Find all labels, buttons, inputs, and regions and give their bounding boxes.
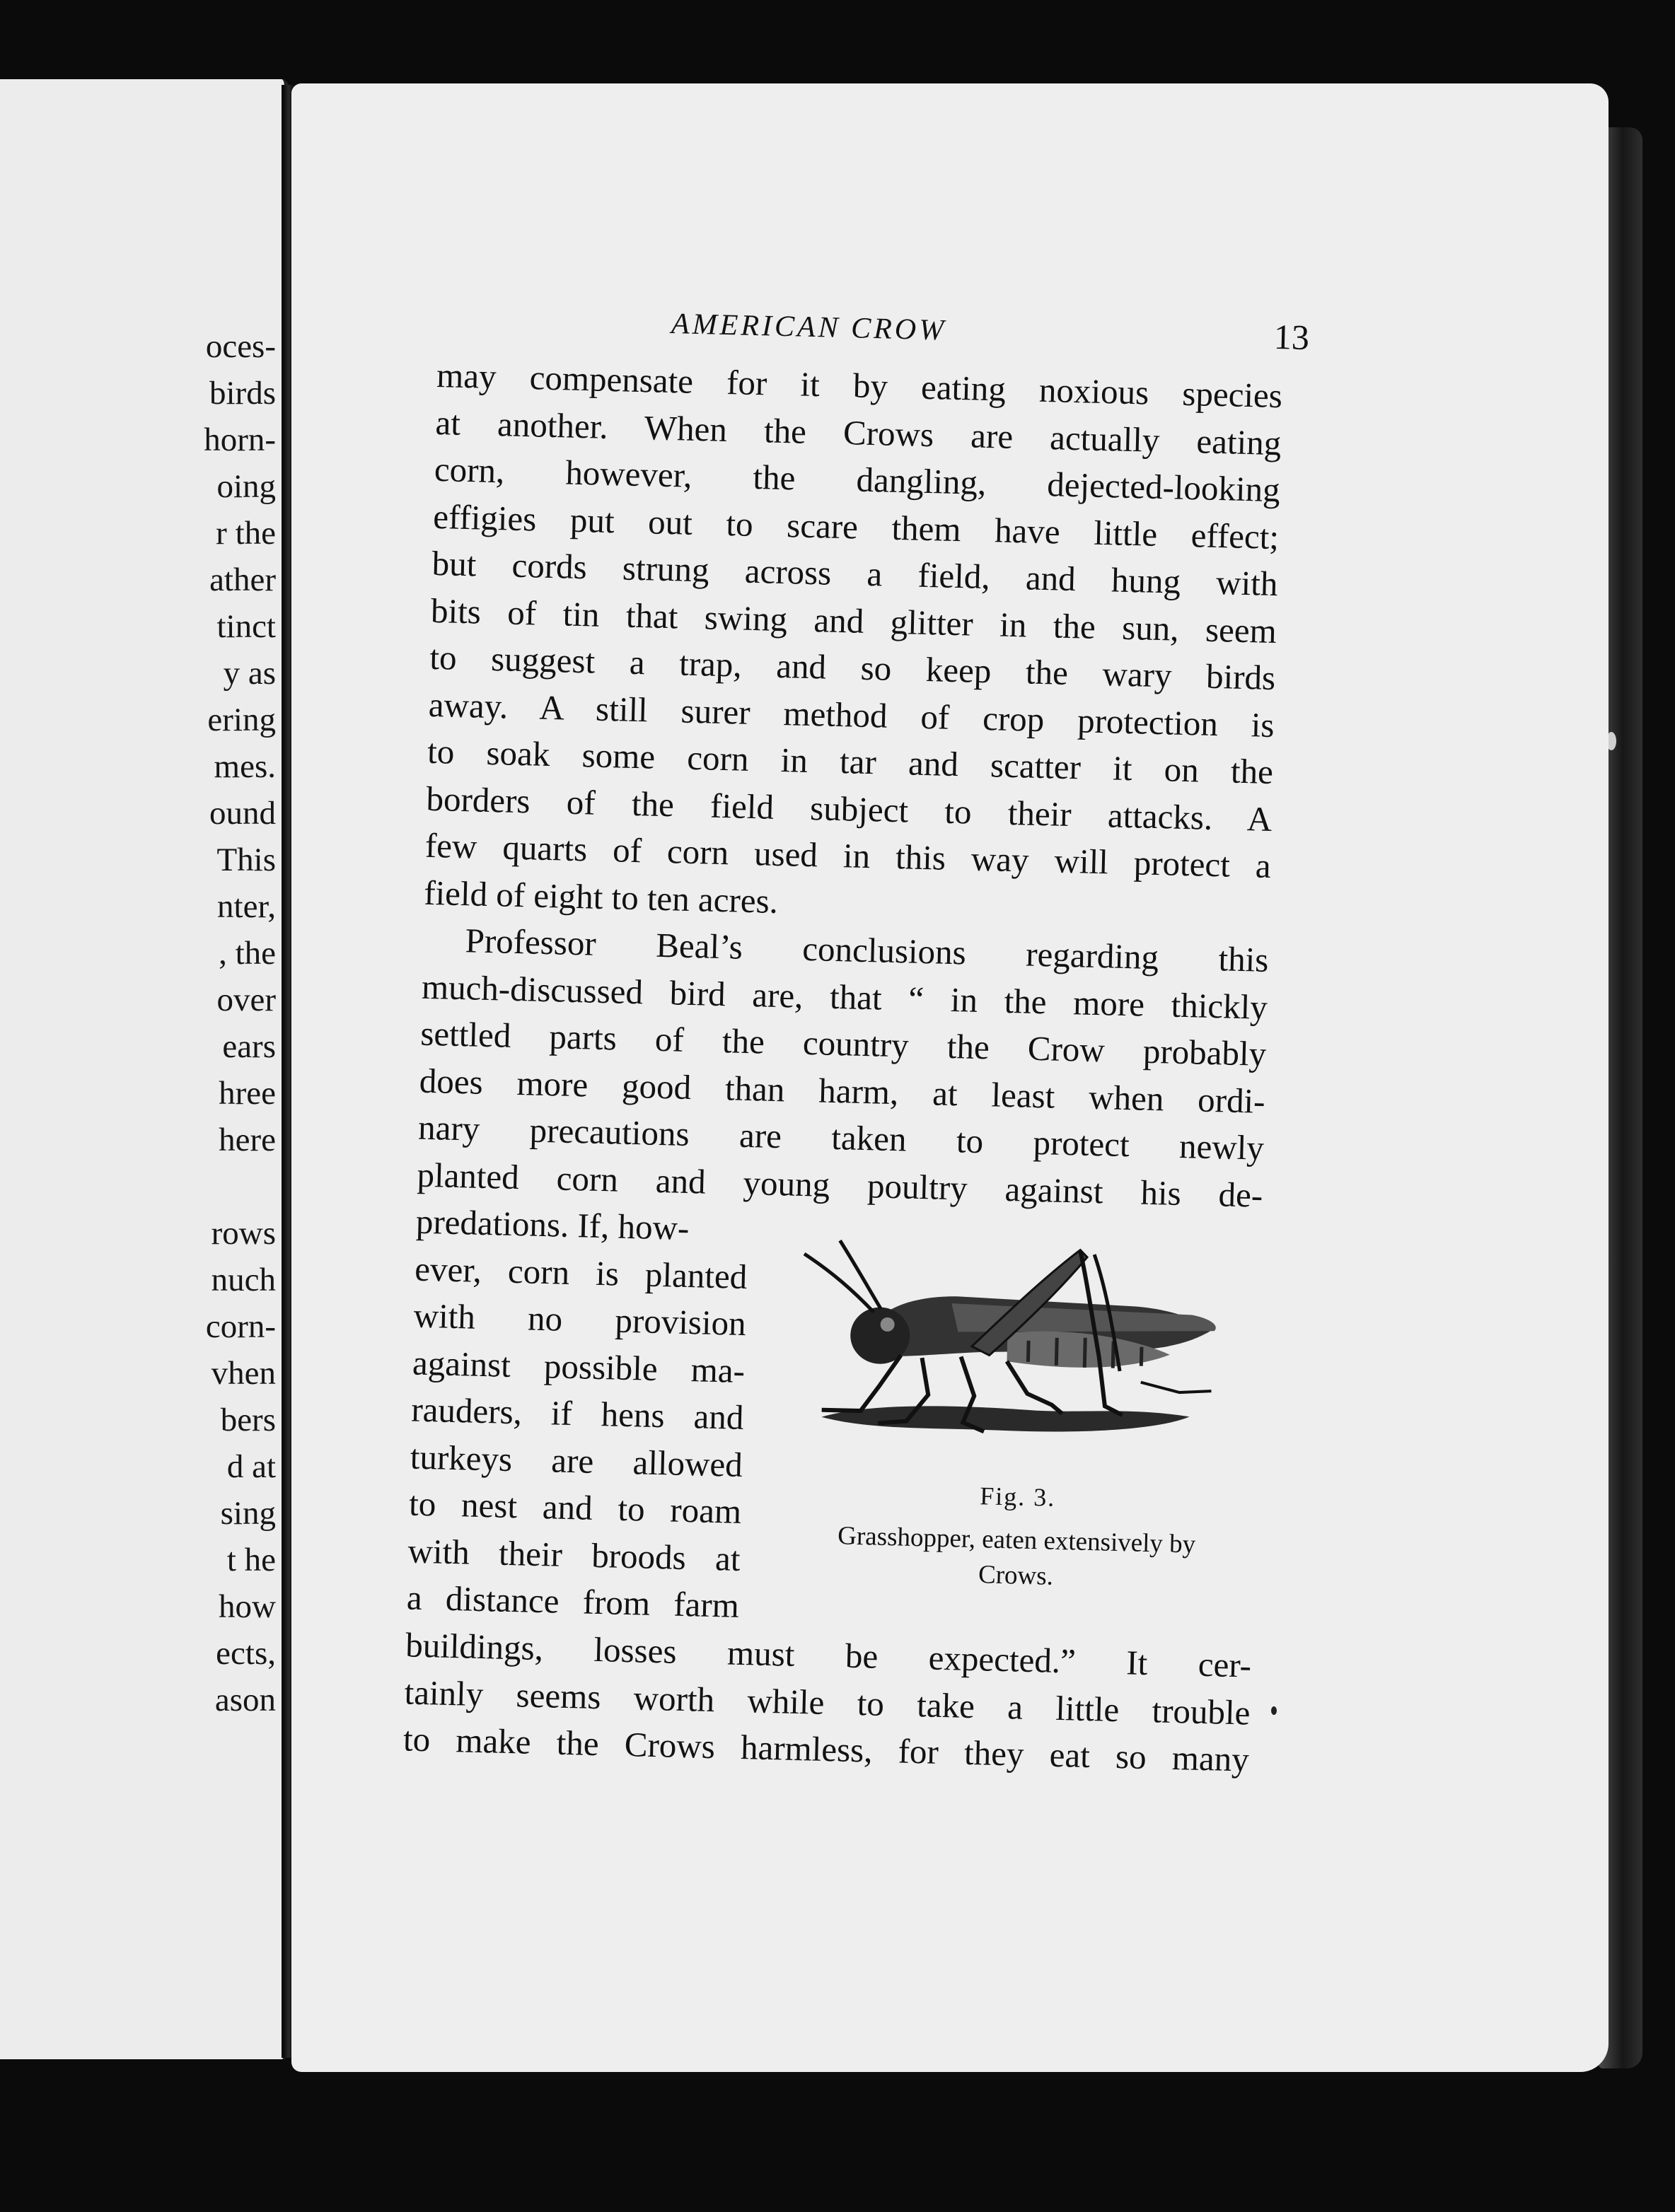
- left-text-fragment: mes.: [214, 748, 276, 785]
- text-line: settled parts of the country the Crow probably: [419, 1013, 1267, 1073]
- text-line: predations. If, how-: [415, 1201, 690, 1248]
- text-line: corn, however, the dangling, dejected-looking: [434, 449, 1281, 510]
- left-text-fragment: ound: [209, 795, 276, 832]
- text-line: to nest and to roam: [408, 1484, 742, 1531]
- text-line: effigies put out to scare them have little effect;: [432, 496, 1280, 557]
- text-line: much-discussed bird are, that “ in the more thickly: [421, 967, 1268, 1027]
- left-text-fragment: over: [216, 982, 276, 1018]
- left-page: [0, 79, 289, 2059]
- left-text-fragment: [204, 1163, 276, 1210]
- text-line: with no provision: [413, 1296, 747, 1344]
- left-text-fragment: vhen: [211, 1355, 276, 1392]
- left-text-fragment: r the: [216, 515, 276, 552]
- paragraph-2: [417, 916, 1269, 1219]
- left-text-fragment: hree: [219, 1075, 276, 1112]
- wrapped-text: [406, 1199, 748, 1630]
- page-number: 13: [1273, 316, 1310, 358]
- text-line: rauders, if hens and: [410, 1390, 745, 1438]
- text-line: against possible ma-: [412, 1343, 746, 1390]
- left-text-fragment: corn-: [205, 1308, 276, 1345]
- left-text-fragment: birds: [209, 375, 276, 412]
- left-text-fragment: nuch: [211, 1262, 276, 1298]
- right-page: [291, 83, 1609, 2072]
- text-line: but cords strung across a field, and hung with: [431, 543, 1279, 604]
- text-line: ever, corn is planted: [414, 1249, 748, 1296]
- caption-line: Crows.: [978, 1560, 1054, 1591]
- left-text-fragment: ather: [209, 561, 276, 598]
- text-line: borders of the field subject to their attacks. A: [425, 779, 1273, 839]
- left-text-fragment: oing: [216, 468, 276, 505]
- left-text-fragment: bers: [220, 1402, 276, 1438]
- left-text-fragment: ason: [214, 1682, 276, 1718]
- left-text-fragment: tinct: [216, 608, 276, 645]
- text-line: tainly seems worth while to take a little trouble: [404, 1672, 1251, 1733]
- text-line: does more good than harm, at least when ordi-: [419, 1061, 1266, 1121]
- left-text-fragment: y as: [223, 655, 276, 692]
- text-line: buildings, losses must be expected.” It cer-: [405, 1625, 1252, 1685]
- left-text-fragment: , the: [219, 935, 276, 972]
- figure-block: [406, 1199, 1262, 1643]
- figure: [788, 1222, 1236, 1629]
- running-title: AMERICAN CROW: [671, 308, 947, 347]
- left-text-fragment: t he: [226, 1542, 276, 1578]
- left-text-fragment: how: [219, 1588, 276, 1625]
- text-line: to suggest a trap, and so keep the wary birds: [429, 637, 1276, 698]
- left-text-fragment: rows: [211, 1215, 276, 1252]
- text-line: nary precautions are taken to protect newly: [417, 1107, 1265, 1168]
- left-text-fragment: horn-: [204, 421, 276, 458]
- left-text-fragment: oces-: [205, 328, 276, 365]
- text-line: with their broods at: [407, 1530, 741, 1578]
- text-line: few quarts of corn used in this way will protect a: [424, 825, 1272, 885]
- text-line: to make the Crows harmless, for they eat so many: [402, 1719, 1250, 1779]
- text-line: planted corn and young poultry against his de-: [416, 1155, 1263, 1215]
- left-text-fragment: here: [219, 1122, 276, 1158]
- text-line: Professor Beal’s conclusions regarding this: [465, 921, 1270, 979]
- left-text-fragment: ering: [207, 702, 276, 738]
- text-line: turkeys are allowed: [410, 1437, 743, 1484]
- left-text-fragment: ears: [222, 1028, 276, 1065]
- text-line: field of eight to ten acres.: [423, 873, 779, 921]
- left-text-fragment: This: [216, 842, 276, 878]
- figure-caption: [789, 1518, 1243, 1600]
- left-page-text: [204, 323, 276, 1723]
- left-text-fragment: sing: [220, 1495, 276, 1532]
- text-line: at another. When the Crows are actually eating: [434, 402, 1282, 462]
- left-text-fragment: nter,: [217, 888, 276, 925]
- paragraph-3: [402, 1622, 1252, 1783]
- page-content: [402, 296, 1310, 1783]
- caption-line: Grasshopper, eaten extensively by: [837, 1521, 1196, 1559]
- grasshopper-illustration: [792, 1222, 1251, 1474]
- figure-label: Fig. 3.: [979, 1482, 1056, 1512]
- text-line: a distance from farm: [406, 1578, 740, 1625]
- text-line: to soak some corn in tar and scatter it on the: [427, 731, 1274, 792]
- text-line: away. A still surer method of crop protection is: [428, 685, 1275, 745]
- left-text-fragment: ects,: [216, 1635, 276, 1672]
- paragraph-1: [424, 352, 1283, 937]
- text-line: bits of tin that swing and glitter in the sun, seem: [430, 590, 1277, 651]
- left-text-fragment: d at: [226, 1448, 276, 1485]
- page-speck: [1271, 1706, 1277, 1715]
- text-line: may compensate for it by eating noxious species: [436, 355, 1283, 416]
